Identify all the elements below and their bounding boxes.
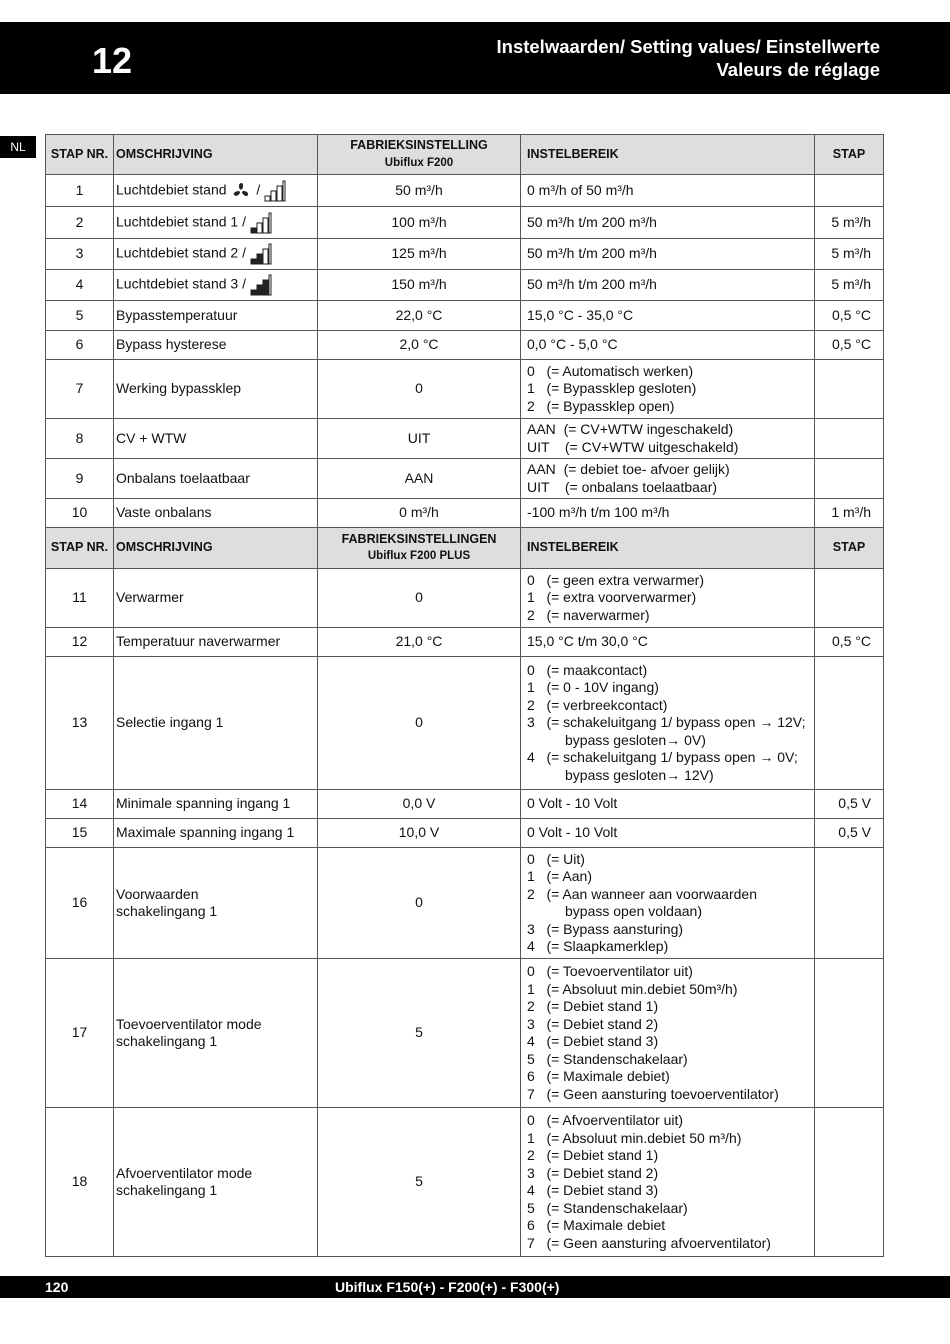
row-description <box>114 499 318 528</box>
range-line: 1 (= extra voorverwarmer) <box>527 589 697 606</box>
table-header-row <box>46 135 884 175</box>
description-text: Verwarmer <box>116 589 184 606</box>
row-step <box>815 569 884 628</box>
row-number <box>46 175 114 207</box>
row-description <box>114 175 318 207</box>
row-step <box>815 270 884 301</box>
row-number-text: 7 <box>75 380 84 397</box>
description-text: Vaste onbalans <box>116 504 212 521</box>
row-description <box>114 848 318 959</box>
description-text-2: schakelingang 1 <box>116 1033 218 1049</box>
row-step <box>815 1108 884 1257</box>
table-row <box>46 1108 884 1257</box>
factory-value-text: 0 m³/h <box>399 504 439 521</box>
row-number <box>46 239 114 270</box>
step-text: 5 m³/h <box>831 213 871 230</box>
range-line: 50 m³/h t/m 200 m³/h <box>527 213 657 230</box>
table-row <box>46 239 884 270</box>
range-line: 15,0 °C - 35,0 °C <box>527 306 634 323</box>
factory-value-text: 0 <box>415 589 423 606</box>
row-description <box>114 657 318 790</box>
range-line: 0 (= maakcontact) <box>527 661 648 678</box>
factory-value-text: 0 <box>415 894 423 911</box>
row-step <box>815 239 884 270</box>
page-footer <box>0 1276 950 1298</box>
row-range <box>521 499 815 528</box>
description-text: Luchtdebiet stand 3 / <box>116 275 246 292</box>
header-label: OMSCHRIJVING <box>116 540 213 555</box>
range-line: 15,0 °C t/m 30,0 °C <box>527 633 648 650</box>
range-line: 0 (= Afvoerventilator uit) <box>527 1112 684 1128</box>
row-number <box>46 360 114 419</box>
factory-value-text: 10,0 V <box>398 824 440 841</box>
range-line: 2 (= Debiet stand 1) <box>527 998 659 1014</box>
row-number-text: 10 <box>71 504 88 521</box>
range-line: 1 (= Aan) <box>527 868 592 884</box>
description-text: Afvoerventilator mode <box>116 1164 253 1181</box>
row-step <box>815 175 884 207</box>
row-factory-value <box>318 1108 521 1257</box>
row-number <box>46 628 114 657</box>
row-range <box>521 419 815 459</box>
col-omschrijving-header <box>114 528 318 569</box>
row-factory-value <box>318 790 521 819</box>
header-label: FABRIEKSINSTELLINGEN <box>341 531 497 546</box>
row-number <box>46 1108 114 1257</box>
row-factory-value <box>318 848 521 959</box>
row-factory-value <box>318 301 521 331</box>
row-description <box>114 819 318 848</box>
row-number <box>46 848 114 959</box>
header-sublabel: Ubiflux F200 <box>384 156 454 169</box>
row-range <box>521 360 815 419</box>
description-text-2: schakelingang 1 <box>116 903 218 919</box>
range-line: 0 (= Automatisch werken) <box>527 362 694 379</box>
page-header <box>0 22 950 94</box>
row-range <box>521 569 815 628</box>
header-label: INSTELBEREIK <box>527 146 619 161</box>
range-line: 4 (= Debiet stand 3) <box>527 1182 659 1198</box>
row-step <box>815 360 884 419</box>
range-line: 4 (= Slaapkamerklep) <box>527 938 669 954</box>
row-factory-value <box>318 499 521 528</box>
factory-value-text: 0 <box>415 714 423 731</box>
row-number-text: 11 <box>72 589 87 606</box>
row-factory-value <box>318 819 521 848</box>
row-number <box>46 331 114 360</box>
step-text: 0,5 °C <box>831 336 871 353</box>
row-description <box>114 459 318 499</box>
row-step <box>815 459 884 499</box>
factory-value-text: AAN <box>404 469 434 486</box>
range-line: 0 (= Toevoerventilator uit) <box>527 963 693 979</box>
description-text: Onbalans toelaatbaar <box>116 469 250 486</box>
range-line: bypass gesloten→ 12V) <box>565 766 714 783</box>
table-row <box>46 419 884 459</box>
row-factory-value <box>318 175 521 207</box>
row-description <box>114 360 318 419</box>
row-step <box>815 207 884 239</box>
fan-level-0-icon <box>264 180 286 202</box>
row-number-text: 18 <box>71 1173 88 1190</box>
range-line: 2 (= Debiet stand 1) <box>527 1147 659 1163</box>
range-line: -100 m³/h t/m 100 m³/h <box>527 504 670 521</box>
range-line: 0 (= geen extra verwarmer) <box>527 571 705 588</box>
row-number <box>46 790 114 819</box>
row-number-text: 14 <box>71 795 88 812</box>
description-text: Minimale spanning ingang 1 <box>116 795 291 812</box>
range-line: 0 (= Uit) <box>527 850 585 867</box>
row-number-text: 9 <box>75 469 84 486</box>
row-number <box>46 207 114 239</box>
range-line: 1 (= Bypassklep gesloten) <box>527 380 697 397</box>
chapter-number: 12 <box>92 40 133 81</box>
range-line: 3 (= Debiet stand 2) <box>527 1164 659 1181</box>
description-text: Voorwaarden <box>116 885 199 902</box>
range-line: 4 (= Debiet stand 3) <box>527 1033 659 1049</box>
step-text: 0,5 °C <box>831 633 871 650</box>
range-line: 6 (= Maximale debiet) <box>527 1068 670 1084</box>
factory-value-text: UIT <box>407 429 431 446</box>
row-number-text: 13 <box>71 714 88 731</box>
range-line: 2 (= Bypassklep open) <box>527 397 675 414</box>
range-line: UIT (= CV+WTW uitgeschakeld) <box>527 438 739 455</box>
row-number-text: 16 <box>71 894 88 911</box>
row-number-text: 17 <box>71 1024 88 1041</box>
row-factory-value <box>318 207 521 239</box>
row-range <box>521 207 815 239</box>
header-label: OMSCHRIJVING <box>116 146 213 161</box>
fan-level-2-icon <box>250 243 272 265</box>
header-label: STAP NR. <box>50 540 109 555</box>
row-number-text: 6 <box>75 336 84 353</box>
range-line: 3 (= schakeluitgang 1/ bypass open → 12V; <box>527 714 806 731</box>
range-line: 1 (= Absoluut min.debiet 50m³/h) <box>527 980 738 997</box>
row-number-text: 2 <box>75 213 84 230</box>
row-range <box>521 657 815 790</box>
col-stap-nr-header <box>46 528 114 569</box>
row-range <box>521 959 815 1108</box>
description-text: Selectie ingang 1 <box>116 714 224 731</box>
row-number-text: 1 <box>75 181 84 198</box>
col-stap-header <box>815 135 884 175</box>
row-description <box>114 270 318 301</box>
row-factory-value <box>318 628 521 657</box>
range-line: 0 m³/h of 50 m³/h <box>527 181 634 198</box>
col-instelbereik-header <box>521 135 815 175</box>
row-factory-value <box>318 569 521 628</box>
table-row <box>46 360 884 419</box>
range-line: 6 (= Maximale debiet <box>527 1217 666 1233</box>
table-header-row <box>46 528 884 569</box>
row-description <box>114 1108 318 1257</box>
row-range <box>521 459 815 499</box>
factory-value-text: 50 m³/h <box>395 181 443 198</box>
row-description <box>114 569 318 628</box>
row-number <box>46 819 114 848</box>
step-text: 0,5 V <box>838 795 871 812</box>
description-text: Bypass hysterese <box>116 336 227 353</box>
row-factory-value <box>318 459 521 499</box>
row-number-text: 5 <box>75 306 84 323</box>
row-factory-value <box>318 360 521 419</box>
step-text: 5 m³/h <box>831 245 871 262</box>
range-line: 3 (= Bypass aansturing) <box>527 920 684 937</box>
row-range <box>521 819 815 848</box>
row-number-text: 3 <box>75 245 84 262</box>
header-label: STAP NR. <box>50 146 109 161</box>
row-range <box>521 1108 815 1257</box>
row-number <box>46 569 114 628</box>
range-line: 2 (= Aan wanneer aan voorwaarden <box>527 885 757 902</box>
row-description <box>114 301 318 331</box>
description-text: Temperatuur naverwarmer <box>116 633 281 650</box>
col-fabriek-header <box>318 135 521 175</box>
row-range <box>521 270 815 301</box>
row-step <box>815 657 884 790</box>
factory-value-text: 150 m³/h <box>391 276 447 293</box>
range-line: 5 (= Standenschakelaar) <box>527 1050 688 1067</box>
title-line-1: Instelwaarden/ Setting values/ Einstellwerte <box>496 36 880 57</box>
row-step <box>815 499 884 528</box>
row-range <box>521 628 815 657</box>
row-step <box>815 848 884 959</box>
description-text: Toevoerventilator mode <box>116 1015 262 1032</box>
page-number: 120 <box>45 1279 69 1295</box>
table-row <box>46 628 884 657</box>
description-text: Luchtdebiet stand 1 / <box>116 213 246 230</box>
product-name: Ubiflux F150(+) - F200(+) - F300(+) <box>335 1279 560 1295</box>
range-line: 3 (= Debiet stand 2) <box>527 1015 659 1032</box>
row-step <box>815 331 884 360</box>
description-text: Werking bypassklep <box>116 380 242 397</box>
row-description <box>114 419 318 459</box>
fan-level-1-icon <box>250 212 272 234</box>
row-range <box>521 848 815 959</box>
range-line: 1 (= 0 - 10V ingang) <box>527 679 659 696</box>
table-row <box>46 331 884 360</box>
range-line: bypass gesloten→ 0V) <box>565 731 706 748</box>
header-sublabel: Ubiflux F200 PLUS <box>367 550 471 562</box>
row-range <box>521 239 815 270</box>
factory-value-text: 100 m³/h <box>391 213 447 230</box>
row-range <box>521 331 815 360</box>
row-number-text: 4 <box>75 276 84 293</box>
description-text: CV + WTW <box>116 429 187 446</box>
row-number <box>46 459 114 499</box>
table-row <box>46 301 884 331</box>
table-row <box>46 819 884 848</box>
table-row <box>46 569 884 628</box>
factory-value-text: 5 <box>415 1173 423 1190</box>
range-line: 50 m³/h t/m 200 m³/h <box>527 276 657 293</box>
range-line: 7 (= Geen aansturing afvoerventilator) <box>527 1234 771 1251</box>
step-text: 0,5 V <box>838 824 871 841</box>
header-label: INSTELBEREIK <box>527 540 619 555</box>
fan-icon <box>230 182 252 200</box>
range-line: 2 (= naverwarmer) <box>527 606 650 623</box>
row-description <box>114 628 318 657</box>
row-step <box>815 959 884 1108</box>
row-number-text: 15 <box>71 824 88 841</box>
header-label: STAP <box>832 146 866 161</box>
step-text: 0,5 °C <box>831 306 871 323</box>
range-line: 50 m³/h t/m 200 m³/h <box>527 245 657 262</box>
range-line: bypass open voldaan) <box>565 903 702 919</box>
row-number <box>46 657 114 790</box>
col-stap-nr-header <box>46 135 114 175</box>
table-row <box>46 790 884 819</box>
row-number-text: 8 <box>75 429 84 446</box>
range-line: 0,0 °C - 5,0 °C <box>527 336 618 353</box>
range-line: 4 (= schakeluitgang 1/ bypass open → 0V; <box>527 749 798 766</box>
row-number-text: 12 <box>71 633 88 650</box>
factory-value-text: 0,0 V <box>402 795 436 812</box>
description-text: Luchtdebiet stand <box>116 181 227 198</box>
row-factory-value <box>318 270 521 301</box>
table-row <box>46 207 884 239</box>
title-line-2: Valeurs de réglage <box>716 59 880 80</box>
language-tab: NL <box>0 136 36 158</box>
step-text: 5 m³/h <box>831 276 871 293</box>
row-step <box>815 419 884 459</box>
description-text: Bypasstemperatuur <box>116 306 238 323</box>
factory-value-text: 2,0 °C <box>399 336 439 353</box>
row-description <box>114 239 318 270</box>
row-number <box>46 301 114 331</box>
row-description <box>114 959 318 1108</box>
row-description <box>114 207 318 239</box>
range-line: UIT (= onbalans toelaatbaar) <box>527 478 718 495</box>
row-step <box>815 819 884 848</box>
row-step <box>815 628 884 657</box>
factory-value-text: 21,0 °C <box>395 633 443 650</box>
range-line: 5 (= Standenschakelaar) <box>527 1199 688 1216</box>
row-description <box>114 790 318 819</box>
header-label: STAP <box>832 540 866 555</box>
range-line: AAN (= CV+WTW ingeschakeld) <box>527 421 734 437</box>
table-row <box>46 175 884 207</box>
row-range <box>521 175 815 207</box>
table-row <box>46 657 884 790</box>
fan-level-3-icon <box>250 274 272 296</box>
table-row <box>46 959 884 1108</box>
header-label: FABRIEKSINSTELLING <box>350 138 488 152</box>
table-row <box>46 499 884 528</box>
table-row <box>46 459 884 499</box>
description-separator: / <box>256 181 261 198</box>
factory-value-text: 0 <box>415 380 423 397</box>
row-range <box>521 790 815 819</box>
range-line: 7 (= Geen aansturing toevoerventilator) <box>527 1085 779 1102</box>
settings-table <box>45 134 884 1257</box>
range-line: 0 Volt - 10 Volt <box>527 795 618 812</box>
row-number <box>46 499 114 528</box>
factory-value-text: 22,0 °C <box>395 306 443 323</box>
row-factory-value <box>318 331 521 360</box>
factory-value-text: 125 m³/h <box>391 245 447 262</box>
row-step <box>815 301 884 331</box>
row-factory-value <box>318 239 521 270</box>
col-instelbereik-header <box>521 528 815 569</box>
row-step <box>815 790 884 819</box>
factory-value-text: 5 <box>415 1024 423 1041</box>
description-text: Maximale spanning ingang 1 <box>116 824 295 841</box>
row-range <box>521 301 815 331</box>
col-stap-header <box>815 528 884 569</box>
row-number <box>46 270 114 301</box>
row-factory-value <box>318 419 521 459</box>
table-row <box>46 848 884 959</box>
range-line: 1 (= Absoluut min.debiet 50 m³/h) <box>527 1129 742 1146</box>
row-description <box>114 331 318 360</box>
range-line: AAN (= debiet toe- afvoer gelijk) <box>527 461 730 477</box>
page-title <box>497 35 881 81</box>
col-omschrijving-header <box>114 135 318 175</box>
col-fabriek-header <box>318 528 521 569</box>
row-number <box>46 959 114 1108</box>
row-factory-value <box>318 657 521 790</box>
step-text: 1 m³/h <box>831 504 871 521</box>
row-factory-value <box>318 959 521 1108</box>
description-text-2: schakelingang 1 <box>116 1182 218 1198</box>
table-row <box>46 270 884 301</box>
description-text: Luchtdebiet stand 2 / <box>116 244 246 261</box>
range-line: 2 (= verbreekcontact) <box>527 696 668 713</box>
range-line: 0 Volt - 10 Volt <box>527 824 618 841</box>
row-number <box>46 419 114 459</box>
